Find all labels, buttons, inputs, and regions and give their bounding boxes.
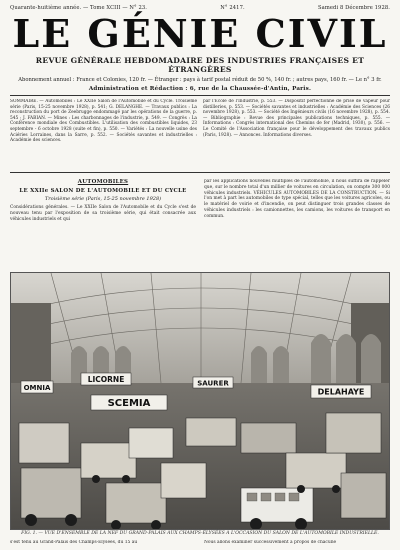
article-series: Troisième série (Paris, 15-25 novembre 1928) (44, 196, 162, 202)
subtitle: REVUE GÉNÉRALE HEBDOMADAIRE DES INDUSTRIES FRANÇAISES ET ÉTRANGÈRES (35, 56, 365, 74)
article-title: LE XXIIe SALON DE L'AUTOMOBILE ET DU CYCLE (19, 188, 187, 194)
admin-address: Administration et Rédaction : 6, rue de la Chaussée-d'Antin, Paris. (88, 86, 312, 92)
exhibition-photo (10, 272, 390, 530)
masthead: LE GÉNIE CIVIL (12, 11, 388, 56)
figure-caption: FIG. 1. — VUE D'ENSEMBLE DE LA NEF DU GRAND-PALAIS AUX CHAMPS-ÉLYSÉES A L'OCCASION DU SALON DE L'AUTOMOBILE INDUSTRIELLE. (21, 531, 379, 536)
header-divider (10, 95, 390, 96)
section-heading: AUTOMOBILES (77, 179, 129, 185)
article-left-column (10, 179, 196, 229)
continuation-left: s'est tenu au Grand-Palais des Champs-Élysées, du 15 au (10, 540, 138, 545)
sign-omnia: OMNIA (23, 384, 51, 392)
summary-left: SOMMAIRE. — Automobiles : Le XXIIe Salon de l'Automobile et du Cycle. Troisième série (Paris, 15-25 novembre 1928), p. 541; G. DELANGHE. — Travaux publics : La reconstruction du port de Zeebrugge endommagé par les opérations de la guerre, p. 545 ; J. FABIAN. — Mines : Les charbonnages de l'industrie, p. 549. — Congrès : La Conférence mondiale des Combustibles. L'utilisation des combustibles liquides, 23 septembre - 6 octobre 1928 (suite et fin), p. 550. — Variétés : La nouvelle usine des Aciéries Lorraines, dans la Sarre, p. 552. — Sociétés savantes et industrielles : Académie des sciences. (10, 99, 197, 144)
sign-licorne: LICORNE (87, 375, 125, 384)
sign-scemia: SCEMIA (107, 398, 151, 409)
article-intro (10, 179, 390, 229)
volume-info: Quarante-huitième année. — Tome XCIII — N° 23. (10, 5, 148, 11)
subscription-info: Abonnement annuel : France et Colonies, 120 fr. — Étranger : pays à tarif postal réduit de 50 %, 140 fr. ; autres pays, 160 fr. — Le n° 3 fr. (18, 77, 382, 83)
summary-block (10, 99, 390, 169)
continuation-right: Nous allons examiner successivement à propos de chacune (204, 540, 337, 545)
article-body-left: Considérations générales. — Le XXIIe Salon de l'Automobile et du Cycle s'est de nouveau tenu par l'exposition de sa troisième série, qui était consacrée aux véhicules industriels et qui (10, 205, 196, 222)
issue-number: N° 2417. (220, 5, 245, 11)
sign-delahaye: DELAHAYE (317, 387, 365, 397)
article-continuation (10, 540, 390, 546)
summary-right: par l'Ecole de l'Industrie, p. 553. — Dispositif perfectionné de prise de vapeur pour distilleries, p. 553. — Sociétés savantes et industrielles : Académie des Sciences (26 novembre 1928), p. 553. — Société des Ingénieurs civils (16 novembre 1928), p. 554. — Bibliographie : Revue des principales publications techniques, p. 555. — Informations : Congrès international des Chemins de fer (Madrid, 1930), p. 556. — Le Comité de l'Association française pour le développement des travaux publics (Paris, 1928). — Annonces. Informations diverses. (203, 99, 390, 138)
summary-divider (10, 172, 390, 173)
sign-saurer: SAURER (197, 379, 229, 388)
photo-illustration (11, 273, 390, 530)
issue-date: Samedi 8 Décembre 1928. (317, 5, 390, 11)
article-body-right: par les applications nouvelles multiples de l'automobile, il nous suffira de rappeler que, sur le nombre total d'un millier de voitures en circulation, on compte 300 000 véhicules industriels. VÉHICULES AUTOMOBILES DE LA CONSTRUCTION. — Si l'on met à part les automobiles de type spécial, telles que les voitures agricoles, ou le matériel de voirie et d'incendie, on peut distinguer trois grandes classes de véhicules industriels : les camionnettes, les camions, les voitures de transport en commun. (204, 179, 390, 219)
